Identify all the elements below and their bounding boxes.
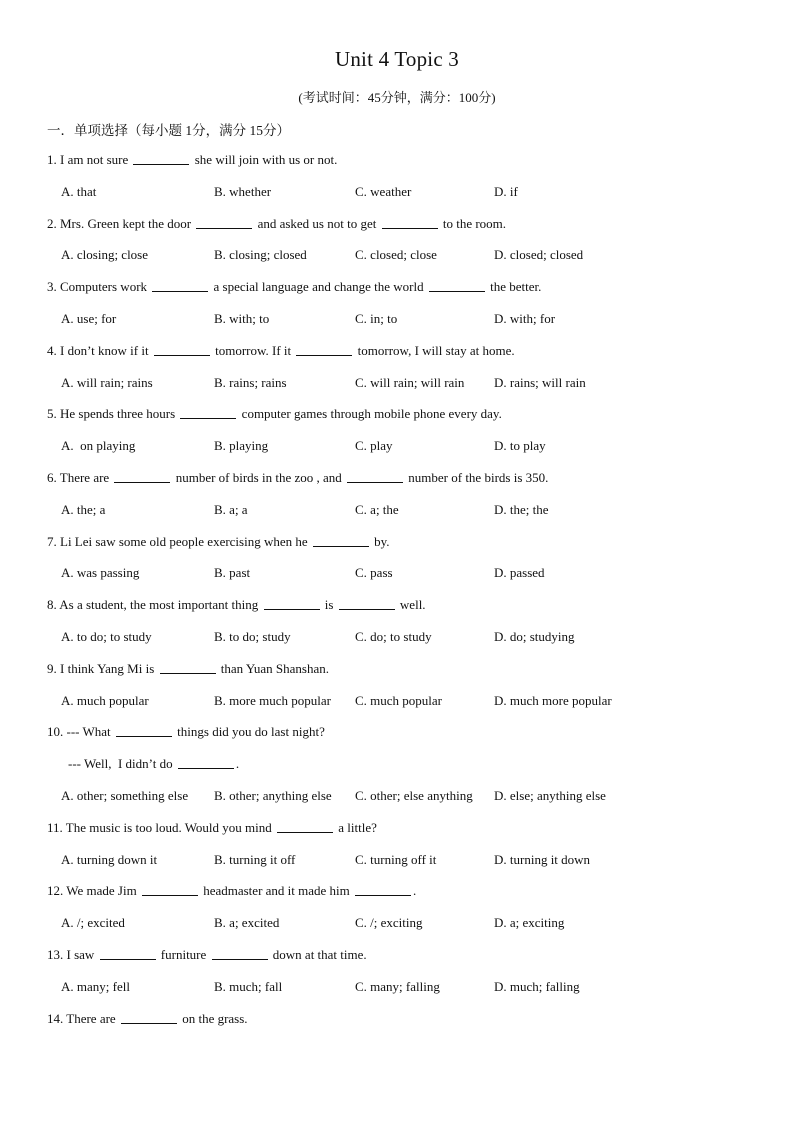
answer-option: B. past <box>214 565 251 581</box>
question-text: 14. There are <box>47 1010 119 1026</box>
question-text: 6. There are <box>47 470 113 485</box>
answer-option: B. rains; rains <box>214 374 287 390</box>
question-text: is <box>321 597 337 613</box>
question-text: 3. Computers work <box>47 279 151 295</box>
question-text: by. <box>370 533 390 549</box>
question-text: . <box>235 756 240 772</box>
answer-option: A. to do; to study <box>61 629 152 644</box>
question-stem <box>47 881 416 901</box>
question-text: to the room. <box>439 215 507 231</box>
answer-blank <box>154 342 210 356</box>
answer-option: C. a; the <box>355 501 399 517</box>
question-text: than Yuan Shanshan. <box>217 660 329 676</box>
answer-blank <box>347 469 403 483</box>
answer-option: A. will rain; rains <box>61 374 153 390</box>
question-text: 7. Li Lei saw some old people exercising when he <box>47 533 311 549</box>
answer-option: A. was passing <box>61 565 140 581</box>
answer-option: A. the; a <box>61 501 106 517</box>
question-text: a special language and change the world <box>210 279 427 295</box>
answer-option: C. play <box>355 438 393 454</box>
answer-option: B. with; to <box>214 311 270 326</box>
answer-option: D. a; exciting <box>494 915 565 931</box>
question-text: tomorrow, I will stay at home. <box>354 342 515 358</box>
answer-option: D. much; falling <box>494 978 580 994</box>
answer-option: A. other; something else <box>61 788 189 803</box>
answer-option: A. /; excited <box>61 915 125 931</box>
answer-blank <box>313 533 369 547</box>
question-stem <box>47 532 390 552</box>
answer-blank <box>160 660 216 674</box>
answer-blank <box>296 342 352 356</box>
answer-option: D. the; the <box>494 501 549 517</box>
answer-option: C. many; falling <box>355 978 440 994</box>
answer-blank <box>114 469 170 483</box>
question-stem <box>68 754 239 774</box>
question-text: 12. We made Jim <box>47 883 140 899</box>
question-text: a little? <box>335 819 377 835</box>
question-stem <box>47 150 337 170</box>
answer-blank <box>142 882 198 896</box>
question-stem <box>47 341 515 361</box>
answer-option: D. do; studying <box>494 629 575 644</box>
question-stem <box>47 214 506 234</box>
question-text: headmaster and it made him <box>199 883 354 899</box>
question-text: and asked us not to get <box>254 215 380 231</box>
answer-option: B. playing <box>214 438 269 454</box>
answer-blank <box>429 278 485 292</box>
answer-blank <box>121 1010 177 1024</box>
question-stem <box>47 404 502 424</box>
question-text: things did you do last night? <box>173 724 325 740</box>
question-text: 11. The music is too loud. Would you mind <box>47 819 276 835</box>
answer-option: C. in; to <box>355 311 398 326</box>
question-text: number of the birds is 350. <box>405 470 549 485</box>
question-text: furniture <box>157 947 210 962</box>
answer-option: A. that <box>61 183 97 199</box>
question-text: 13. I saw <box>47 947 98 962</box>
question-stem <box>47 1009 248 1029</box>
answer-blank <box>212 946 268 960</box>
answer-blank <box>196 215 252 229</box>
question-text: number of birds in the zoo , and <box>172 470 346 485</box>
answer-option: C. closed; close <box>355 247 437 263</box>
answer-option: B. whether <box>214 183 272 199</box>
answer-blank <box>264 596 320 610</box>
answer-blank <box>133 151 189 165</box>
answer-option: B. closing; closed <box>214 247 307 263</box>
answer-option: A. on playing <box>61 438 136 454</box>
question-text: down at that time. <box>269 947 367 962</box>
answer-blank <box>100 946 156 960</box>
answer-option: D. turning it down <box>494 851 591 867</box>
answer-option: B. turning it off <box>214 851 296 867</box>
answer-option: C. pass <box>355 565 393 581</box>
answer-blank <box>180 405 236 419</box>
answer-option: B. other; anything else <box>214 788 332 803</box>
answer-blank <box>382 215 438 229</box>
question-stem <box>47 595 426 615</box>
answer-option: C. much popular <box>355 692 443 708</box>
answer-option: A. turning down it <box>61 851 158 867</box>
question-text: 9. I think Yang Mi is <box>47 660 158 676</box>
answer-option: B. to do; study <box>214 629 291 644</box>
answer-option: C. /; exciting <box>355 915 423 931</box>
exam-info: (考试时间：45分钟，满分：100分) <box>298 90 496 105</box>
answer-option: B. a; excited <box>214 915 280 931</box>
question-stem <box>47 659 329 679</box>
answer-option: A. much popular <box>61 692 149 708</box>
page-title: Unit 4 Topic 3 <box>334 47 460 71</box>
answer-option: D. with; for <box>494 311 556 326</box>
question-text: . <box>413 883 417 899</box>
answer-option: C. other; else anything <box>355 788 473 803</box>
question-stem <box>47 277 541 297</box>
question-text: tomorrow. If it <box>211 342 295 358</box>
question-text: on the grass. <box>178 1010 248 1026</box>
answer-option: C. will rain; will rain <box>355 374 465 390</box>
answer-option: D. rains; will rain <box>494 374 586 390</box>
answer-option: C. weather <box>355 183 412 199</box>
question-text: 8. As a student, the most important thing <box>47 597 262 613</box>
answer-option: A. closing; close <box>61 247 149 263</box>
question-stem <box>47 818 377 838</box>
question-text: --- Well, I didn’t do <box>68 756 176 772</box>
answer-option: D. if <box>494 183 518 199</box>
answer-option: D. else; anything else <box>494 788 606 803</box>
answer-option: D. closed; closed <box>494 247 584 263</box>
question-text: the better. <box>486 279 542 295</box>
question-text: computer games through mobile phone every day. <box>238 406 502 422</box>
answer-option: D. to play <box>494 438 546 454</box>
question-text: well. <box>396 597 426 613</box>
answer-blank <box>277 819 333 833</box>
answer-blank <box>116 723 172 737</box>
question-stem <box>47 945 367 965</box>
answer-blank <box>355 882 411 896</box>
answer-option: C. turning off it <box>355 851 437 867</box>
question-text: 5. He spends three hours <box>47 406 179 422</box>
question-text: she will join with us or not. <box>191 152 338 167</box>
question-text: 2. Mrs. Green kept the door <box>47 215 195 231</box>
answer-option: C. do; to study <box>355 629 432 644</box>
question-stem <box>47 468 548 488</box>
answer-option: A. many; fell <box>61 978 130 994</box>
answer-option: D. much more popular <box>494 692 612 708</box>
question-text: 1. I am not sure <box>47 152 132 167</box>
answer-option: B. a; a <box>214 501 248 517</box>
question-stem <box>47 722 325 742</box>
question-text: 10. --- What <box>47 724 114 740</box>
question-text: 4. I don’t know if it <box>47 342 152 358</box>
answer-option: D. passed <box>494 565 545 581</box>
answer-blank <box>178 755 234 769</box>
answer-option: B. more much popular <box>214 692 331 708</box>
answer-blank <box>152 278 208 292</box>
answer-blank <box>339 596 395 610</box>
section-heading: 一．单项选择（每小题 1分，满分 15分） <box>47 123 290 138</box>
answer-option: B. much; fall <box>214 978 283 994</box>
answer-option: A. use; for <box>61 311 117 326</box>
